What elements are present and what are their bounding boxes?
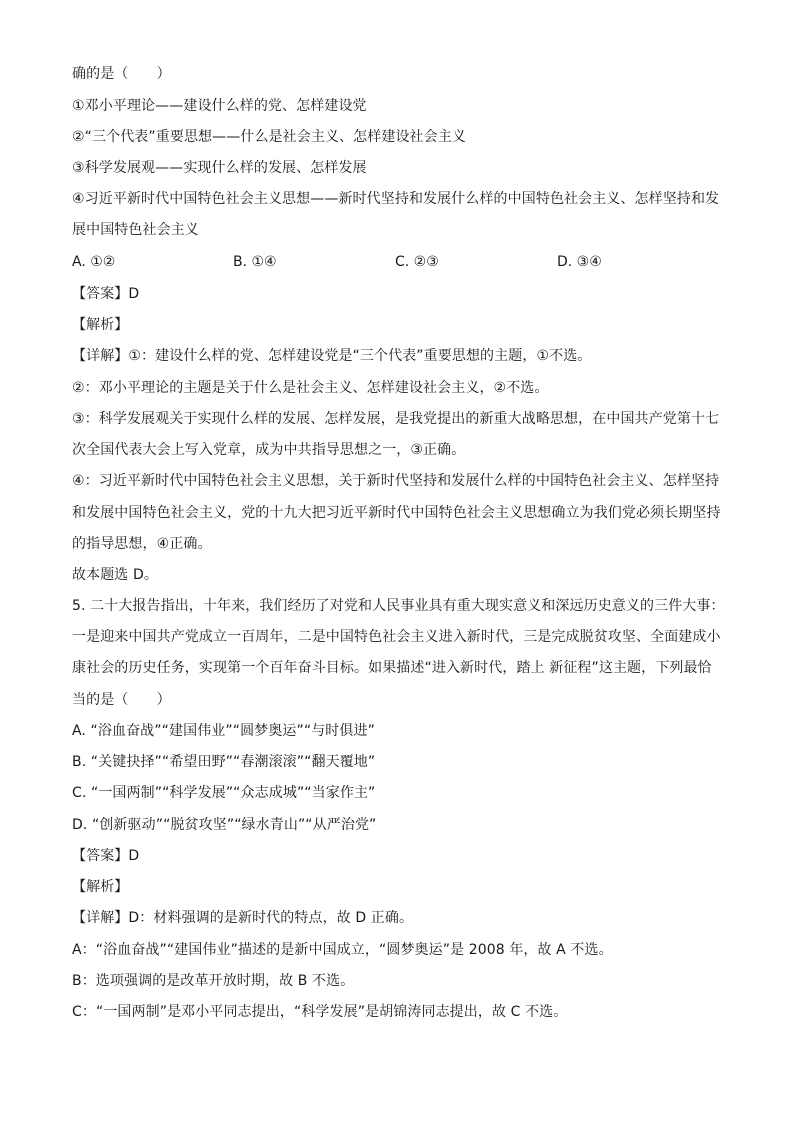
q4-explanation-8: 故本题选 D。: [72, 567, 158, 583]
q4-answer: 【答案】D: [72, 286, 140, 302]
q4-explanation-1: 【详解】①：建设什么样的党、怎样建设党是“三个代表”重要思想的主题，①不选。: [72, 348, 592, 364]
q4-item-3: ③科学发展观——实现什么样的发展、怎样发展: [72, 160, 367, 176]
q5-explanation-2: A：“浴血奋战”“建国伟业”描述的是新中国成立，“圆梦奥运”是 2008 年，故 A 不选。: [72, 942, 613, 958]
q4-option-a: A. ①②: [72, 254, 116, 270]
q4-explanation-4: 次全国代表大会上写入党章，成为中共指导思想之一，③正确。: [72, 442, 466, 458]
q4-stem-tail: 确的是（ ）: [72, 66, 171, 82]
q4-explanation-2: ②：邓小平理论的主题是关于什么是社会主义、怎样建设社会主义，②不选。: [72, 380, 549, 396]
q5-option-b: B. “关键抉择”“希望田野”“春潮滚滚”“翻天覆地”: [72, 754, 376, 770]
q5-stem-4: 当的是（ ）: [72, 692, 171, 708]
q4-option-b: B. ①④: [233, 254, 277, 270]
q4-explanation-5: ④：习近平新时代中国特色社会主义思想，关于新时代坚持和发展什么样的中国特色社会主义、怎样坚持: [72, 473, 720, 489]
q4-explanation-6: 和发展中国特色社会主义，党的十九大把习近平新时代中国特色社会主义思想确立为我们党必须长期坚持: [72, 505, 721, 521]
q5-option-d: D. “创新驱动”“脱贫攻坚”“绿水青山”“从严治党”: [72, 817, 377, 833]
q4-option-c: C. ②③: [395, 254, 439, 270]
q5-answer: 【答案】D: [72, 848, 140, 864]
q4-item-1: ①邓小平理论——建设什么样的党、怎样建设党: [72, 98, 367, 114]
q4-item-4: ④习近平新时代中国特色社会主义思想——新时代坚持和发展什么样的中国特色社会主义、怎样坚持和发: [72, 191, 720, 207]
q5-explanation-3: B：选项强调的是改革开放时期，故 B 不选。: [72, 973, 355, 989]
q5-explanation-1: 【详解】D：材料强调的是新时代的特点，故 D 正确。: [72, 910, 414, 926]
q4-item-2: ②“三个代表”重要思想——什么是社会主义、怎样建设社会主义: [72, 129, 466, 145]
q5-stem-2: 一是迎来中国共产党成立一百周年，二是中国特色社会主义进入新时代，三是完成脱贫攻坚、全面建成小: [72, 629, 721, 645]
q4-explanation-7: 的指导思想，④正确。: [72, 536, 212, 552]
q5-option-a: A. “浴血奋战”“建国伟业”“圆梦奥运”“与时俱进”: [72, 723, 375, 739]
q5-stem-1: 5. 二十大报告指出，十年来，我们经历了对党和人民事业具有重大现实意义和深远历史意义的三件大事：: [72, 598, 725, 614]
q4-item-4-cont: 展中国特色社会主义: [72, 222, 199, 238]
q4-analysis-label: 【解析】: [72, 317, 129, 333]
q4-explanation-3: ③：科学发展观关于实现什么样的发展、怎样发展，是我党提出的新重大战略思想，在中国共产党第十七: [72, 411, 720, 427]
q5-stem-3: 康社会的历史任务，实现第一个百年奋斗目标。如果描述“进入新时代，踏上 新征程”这主题，下列最恰: [72, 660, 712, 676]
q5-analysis-label: 【解析】: [72, 879, 129, 895]
q5-option-c: C. “一国两制”“科学发展”“众志成城”“当家作主”: [72, 785, 376, 801]
q5-explanation-4: C：“一国两制”是邓小平同志提出，“科学发展”是胡锦涛同志提出，故 C 不选。: [72, 1004, 568, 1020]
q4-option-d: D. ③④: [557, 254, 602, 270]
